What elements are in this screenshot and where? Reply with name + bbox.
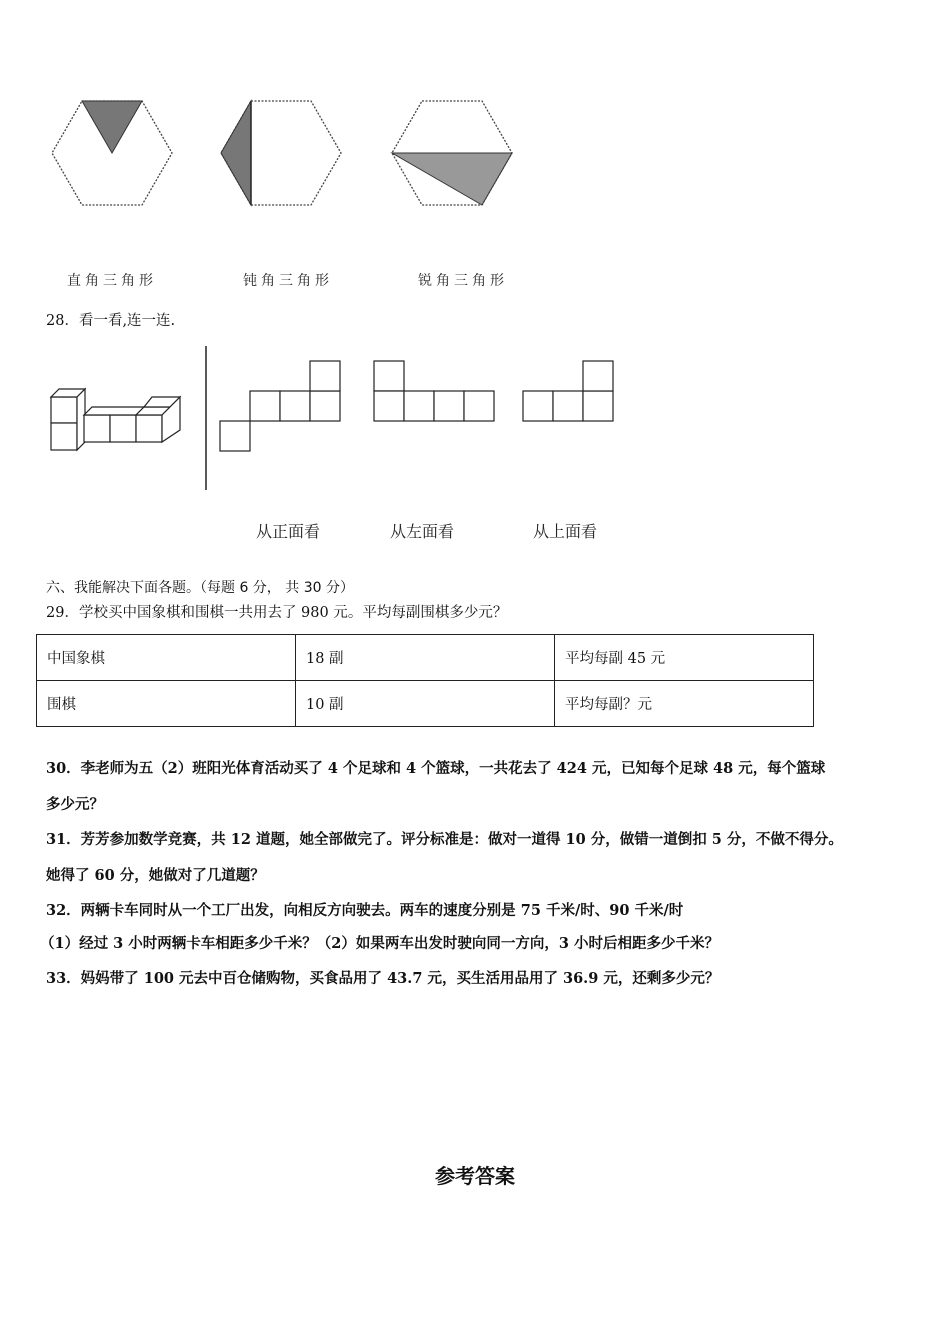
view-c-grid[interactable] [523,361,613,421]
view-label-front[interactable]: 从正面看 [256,522,321,541]
table-row [37,635,814,681]
q30-line1: 30．李老师为五（2）班阳光体育活动买了 4 个足球和 4 个篮球，一共花去了 424 元，已知每个足球 48 元，每个篮球 [46,760,826,777]
q32-line2: （1）经过 3 小时两辆卡车相距多少千米？（2）如果两车出发时驶向同一方向，3 小时后相距多少千米？ [40,935,719,952]
table-cell: 18 副 [296,635,555,681]
hexagon-figures [0,0,950,300]
table-cell: 平均每副 45 元 [555,635,814,681]
view-b-grid[interactable] [374,361,494,421]
section6-heading: 六、我能解决下面各题。（每题 6 分， 共 30 分） [46,580,354,596]
table-row [37,681,814,727]
view-a-grid[interactable] [220,361,340,451]
label-obtuse-triangle: 钝角三角形 [243,273,333,289]
hexagon-obtuse-triangle [221,101,341,205]
cube-diagrams [0,340,950,500]
answers-title: 参考答案 [435,1164,515,1188]
q32-line1: 32．两辆卡车同时从一个工厂出发，向相反方向驶去。两车的速度分别是 75 千米/时、90 千米/时 [46,902,684,919]
table-cell: 围棋 [37,681,296,727]
q29-table [36,634,814,727]
q33-prompt: 33．妈妈带了 100 元去中百仓储购物，买食品用了 43.7 元，买生活用品用了 36.9 元，还剩多少元？ [46,970,720,987]
view-label-top[interactable]: 从上面看 [533,522,598,541]
q28-prompt: 28．看一看,连一连. [46,313,176,329]
q29-prompt: 29．学校买中国象棋和围棋一共用去了 980 元。平均每副围棋多少元？ [46,605,508,621]
hexagon-right-triangle [52,101,172,205]
table-cell: 平均每副？元 [555,681,814,727]
cube-solid [51,389,180,450]
table-cell: 10 副 [296,681,555,727]
table-cell: 中国象棋 [37,635,296,681]
view-label-left[interactable]: 从左面看 [390,522,455,541]
q31-line1: 31．芳芳参加数学竞赛，共 12 道题，她全部做完了。评分标准是：做对一道得 10 分，做错一道倒扣 5 分，不做不得分。 [46,831,843,848]
q31-line2: 她得了 60 分，她做对了几道题？ [46,867,265,884]
hexagon-acute-triangle [392,101,512,205]
q30-line2: 多少元？ [46,796,104,813]
label-right-triangle: 直角三角形 [67,273,157,289]
label-acute-triangle: 锐角三角形 [418,273,508,289]
